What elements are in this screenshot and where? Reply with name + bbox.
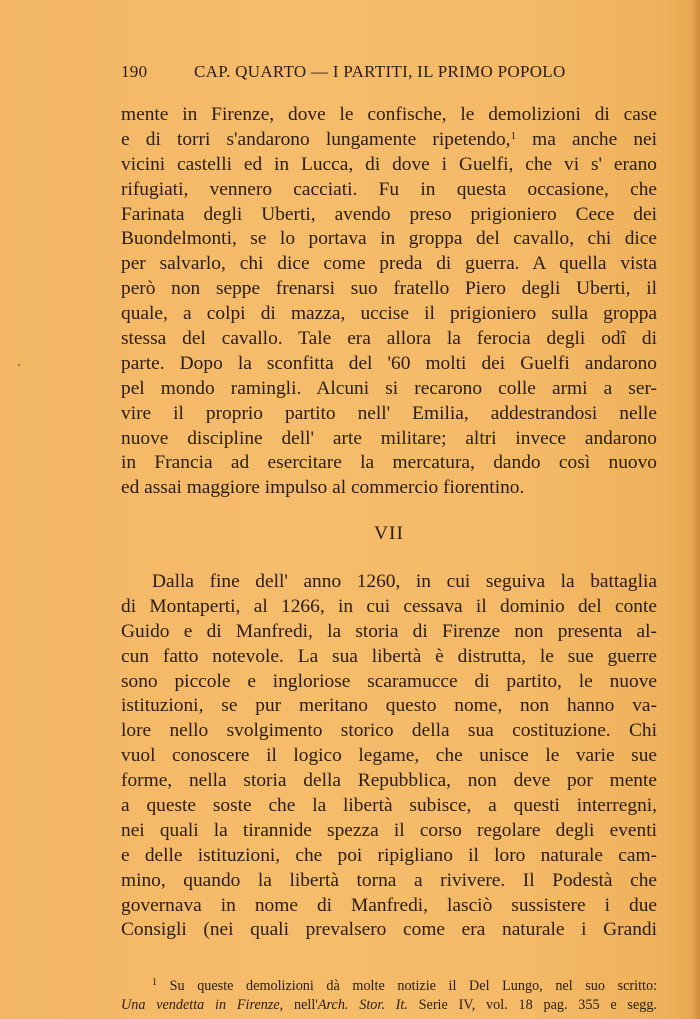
footnote-mark: 1 (152, 977, 157, 988)
text-line: di Montaperti, al 1266, in cui cessava il dominio del conte (121, 595, 657, 617)
text-line: in Francia ad esercitare la mercatura, dando così nuovo (121, 452, 657, 474)
footnote-text: Su queste demolizioni dà molte notizie il Del Lungo, nel suo scritto: (169, 978, 657, 994)
paper-speck (18, 364, 20, 366)
footnote-text: nell' (283, 997, 318, 1013)
text-line: a queste soste che la libertà subisce, a questi interregni, (121, 795, 657, 817)
text-line: pel mondo ramingli. Alcuni si recarono colle armi a ser- (121, 377, 657, 399)
text-line: ed assai maggiore impulso al commercio fiorentino. (121, 477, 525, 499)
text-line: vire il proprio partito nell' Emilia, addestrandosi nelle (121, 402, 657, 424)
text-line: però non seppe frenarsi suo fratello Piero degli Uberti, il (121, 278, 657, 300)
text-line: per salvarlo, chi dice come preda di guerra. A quella vista (121, 253, 657, 275)
text-line-part: e di torri s'andarono lungamente ripetendo, (121, 128, 511, 150)
footnote-line (121, 977, 657, 996)
text-line: Guido e di Manfredi, la storia di Firenze non presenta al- (121, 620, 657, 642)
text-line-part: ma anche nei (516, 128, 658, 150)
footnote-reference: 1 (510, 129, 516, 142)
text-line (121, 128, 657, 153)
footnote-italic-title: Una vendetta in Firenze, (121, 997, 284, 1013)
text-line: parte. Dopo la sconfitta del '60 molti dei Guelfi andarono (121, 352, 657, 374)
footnote (121, 977, 657, 1015)
paragraph-2 (121, 570, 657, 943)
text-line: rifugiati, vennero cacciati. Fu in questa occasione, che (121, 178, 657, 200)
section-heading: VII (374, 523, 404, 544)
text-line: vicini castelli ed in Lucca, di dove i Guelfi, che vi s' erano (121, 153, 657, 175)
text-line: stessa del cavallo. Tale era allora la ferocia degli odî di (121, 328, 657, 350)
footnote-line (121, 996, 657, 1015)
text-line: forme, nella storia della Repubblica, non deve por mente (121, 770, 657, 792)
footnote-text: Serie IV, vol. 18 pag. 355 e segg. (407, 997, 657, 1013)
text-line: istituzioni, se pur meritano questo nome, non hanno va- (121, 695, 657, 717)
running-header (121, 62, 657, 86)
page-number: 190 (121, 62, 148, 81)
text-line: governava in nome di Manfredi, lasciò sussistere i due (121, 894, 657, 916)
text-line: Consigli (nei quali prevalsero come era naturale i Grandi (121, 919, 657, 941)
page-edge-shadow (690, 0, 700, 1019)
text-line: nuove discipline dell' arte militare; altri invece andarono (121, 427, 657, 449)
running-head-title: CAP. QUARTO — I PARTITI, IL PRIMO POPOLO (194, 62, 566, 81)
text-line: lore nello svolgimento storico della sua costituzione. Chi (121, 720, 657, 742)
footnote-italic-journal: Arch. Stor. It. (317, 997, 408, 1013)
text-line: vuol conoscere il logico legame, che unisce le varie sue (121, 745, 657, 767)
text-line: mente in Firenze, dove le confische, le demolizioni di case (121, 104, 657, 125)
text-line: e delle istituzioni, che poi ripigliano il loro naturale cam- (121, 844, 657, 866)
text-line: nei quali la tirannide spezza il corso regolare degli eventi (121, 819, 657, 841)
text-line: Dalla fine dell' anno 1260, in cui seguiva la battaglia (152, 571, 657, 592)
text-line: quale, a colpi di mazza, uccise il prigioniero sulla groppa (121, 303, 657, 325)
text-line: Farinata degli Uberti, avendo preso prigioniero Cece dei (121, 203, 657, 225)
text-line: Buondelmonti, se lo portava in groppa del cavallo, chi dice (121, 228, 657, 250)
text-line: mino, quando la libertà torna a rivivere. Il Podestà che (121, 869, 657, 891)
paragraph-1 (121, 103, 657, 501)
text-line: cun fatto notevole. La sua libertà è distrutta, le sue guerre (121, 645, 657, 667)
text-line: sono piccole e ingloriose scaramucce di partito, le nuove (121, 670, 657, 692)
